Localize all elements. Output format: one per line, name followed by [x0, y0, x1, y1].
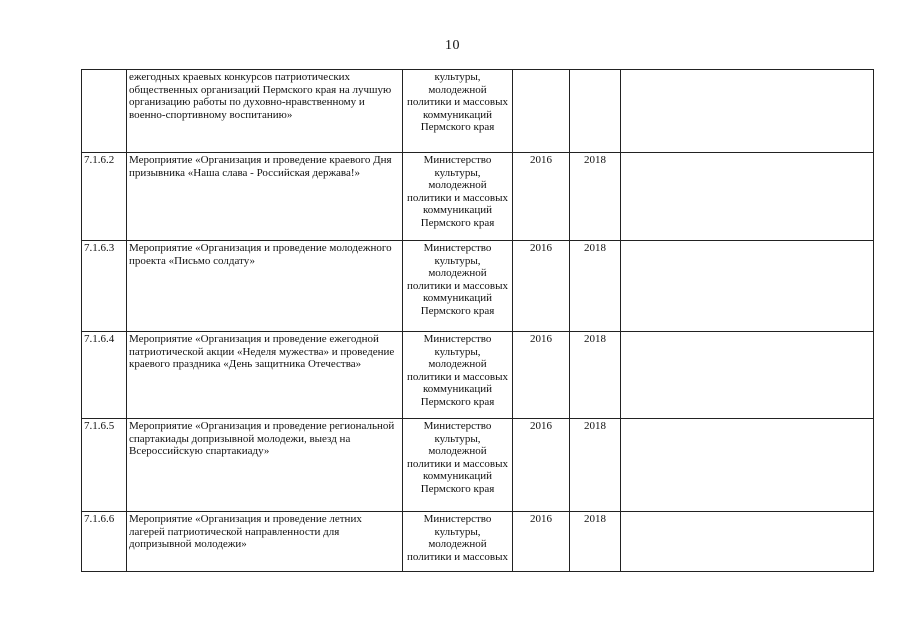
item-start-year: 2016 [513, 512, 570, 572]
page-number: 10 [445, 38, 460, 53]
table-row [82, 419, 874, 512]
item-name: Мероприятие «Организация и проведение региональной спартакиады допризывной молодежи, выезд на Всероссийскую спартакиаду» [127, 419, 403, 512]
item-name: Мероприятие «Организация и проведение летних лагерей патриотической направленности для допризывной молодежи» [127, 512, 403, 572]
item-result [621, 153, 874, 241]
events-table [81, 69, 874, 572]
item-executor: Министерство культуры, молодежной политики и массовых [403, 512, 513, 572]
item-end-year: 2018 [570, 332, 621, 419]
item-start-year [513, 70, 570, 153]
item-name: Мероприятие «Организация и проведение молодежного проекта «Письмо солдату» [127, 241, 403, 332]
item-executor: Министерство культуры, молодежной политики и массовых коммуникаций Пермского края [403, 153, 513, 241]
item-end-year: 2018 [570, 241, 621, 332]
table-row [82, 70, 874, 153]
item-number: 7.1.6.6 [82, 512, 127, 572]
item-result [621, 512, 874, 572]
item-number [82, 70, 127, 153]
item-number: 7.1.6.2 [82, 153, 127, 241]
item-start-year: 2016 [513, 241, 570, 332]
item-number: 7.1.6.4 [82, 332, 127, 419]
item-end-year [570, 70, 621, 153]
item-name: ежегодных краевых конкурсов патриотических общественных организаций Пермского края на лучшую организацию работы по духовно-нравственному и военно-спортивному воспитанию» [127, 70, 403, 153]
item-end-year: 2018 [570, 419, 621, 512]
item-start-year: 2016 [513, 153, 570, 241]
item-result [621, 419, 874, 512]
item-end-year: 2018 [570, 153, 621, 241]
item-result [621, 241, 874, 332]
item-number: 7.1.6.5 [82, 419, 127, 512]
item-executor: культуры, молодежной политики и массовых коммуникаций Пермского края [403, 70, 513, 153]
item-end-year: 2018 [570, 512, 621, 572]
item-name: Мероприятие «Организация и проведение краевого Дня призывника «Наша слава - Российская держава!» [127, 153, 403, 241]
item-name: Мероприятие «Организация и проведение ежегодной патриотической акции «Неделя мужества» и проведение краевого праздника «День защитника Отечества» [127, 332, 403, 419]
item-executor: Министерство культуры, молодежной политики и массовых коммуникаций Пермского края [403, 241, 513, 332]
item-result [621, 332, 874, 419]
table-row [82, 153, 874, 241]
table-row [82, 241, 874, 332]
item-number: 7.1.6.3 [82, 241, 127, 332]
item-start-year: 2016 [513, 419, 570, 512]
table-row [82, 512, 874, 572]
item-executor: Министерство культуры, молодежной политики и массовых коммуникаций Пермского края [403, 419, 513, 512]
table-row [82, 332, 874, 419]
item-result [621, 70, 874, 153]
item-start-year: 2016 [513, 332, 570, 419]
item-executor: Министерство культуры, молодежной политики и массовых коммуникаций Пермского края [403, 332, 513, 419]
